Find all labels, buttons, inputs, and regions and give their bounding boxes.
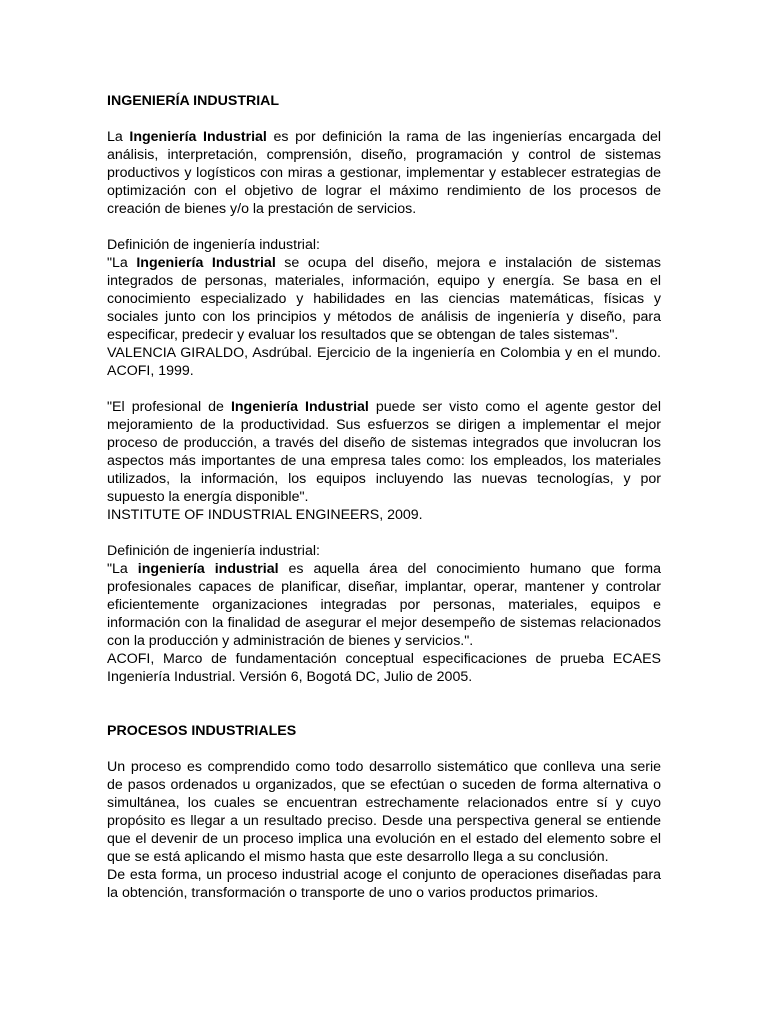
intro-post: es por definición la rama de las ingenierías encargada del análisis, interpretación, comprensión, diseño, programación y control de sistemas productivos y logísticos con miras a gestionar, implementar y establecer estrategias de optimización con el objetivo de lograr el máximo rendimiento de los procesos de creación de bienes y/o la prestación de servicios. [107, 129, 662, 217]
definition-3-label: Definición de ingeniería industrial: [107, 543, 320, 559]
definition-1-label: Definición de ingeniería industrial: [107, 237, 320, 253]
section-title-ingenieria: INGENIERÍA INDUSTRIAL [107, 93, 280, 109]
definition-2-bold-term: Ingeniería Industrial [230, 399, 369, 415]
definition-2 [107, 398, 661, 524]
definition-3 [107, 542, 661, 686]
definition-1-post: se ocupa del diseño, mejora e instalación de sistemas integrados de personas, materiales, información, equipo y energía. Se basa en el conocimiento especializado y habilidades en las ciencias matemáticas, físicas y sociales junto con los principios y métodos de análisis de ingeniería y diseño, para especificar, predecir y evaluar los resultados que se obtengan de tales sistemas". [107, 255, 661, 343]
definition-1 [107, 236, 661, 380]
definition-3-post: es aquella área del conocimiento humano que forma profesionales capaces de planificar, diseñar, implantar, operar, mantener y controlar eficientemente organizaciones integradas por personas, materiales, equipos e información con la finalidad de asegurar el mejor desempeño de sistemas relacionados con la producción y administración de bienes y servicios.". [107, 561, 661, 649]
definition-1-bold-term: Ingeniería Industrial [136, 255, 276, 271]
section-title-procesos: PROCESOS INDUSTRIALES [107, 723, 297, 739]
procesos-paragraph-1: Un proceso es comprendido como todo desarrollo sistemático que conlleva una serie de pasos ordenados u organizados, que se efectúan o suceden de forma alternativa o simultánea, los cuales se encuentran estrechamente relacionados entre sí y cuyo propósito es llegar a un resultado preciso. Desde una perspectiva general se entiende que el devenir de un proceso implica una evolución en el estado del elemento sobre el que se está aplicando el mismo hasta que este desarrollo llega a su conclusión. [107, 759, 661, 865]
definition-3-pre: "La [107, 561, 138, 577]
procesos-paragraph-2: De esta forma, un proceso industrial acoge el conjunto de operaciones diseñadas para la obtención, transformación o transporte de uno o varios productos primarios. [107, 867, 661, 901]
definition-3-bold-term: ingeniería industrial [137, 561, 279, 577]
intro-pre: La [107, 129, 130, 145]
definition-2-pre: "El profesional de [107, 399, 231, 415]
definition-2-post: puede ser visto como el agente gestor del mejoramiento de la productividad. Sus esfuerzos se dirigen a implementar el mejor proceso de producción, a través del diseño de sistemas integrados que involucran los aspectos más importantes de una empresa tales como: los empleados, los materiales utilizados, la información, los equipos incluyendo las nuevas tecnologías, y por supuesto la energía disponible". [107, 399, 661, 505]
intro-bold-term: Ingeniería Industrial [129, 129, 267, 145]
definition-1-pre: "La [107, 255, 137, 271]
section-spacer [107, 704, 661, 722]
intro-paragraph [107, 128, 661, 218]
definition-1-citation: VALENCIA GIRALDO, Asdrúbal. Ejercicio de la ingeniería en Colombia y en el mundo. ACOFI, 1999. [107, 345, 661, 379]
definition-2-citation: INSTITUTE OF INDUSTRIAL ENGINEERS, 2009. [107, 507, 423, 523]
definition-3-citation: ACOFI, Marco de fundamentación conceptual especificaciones de prueba ECAES Ingeniería Industrial. Versión 6, Bogotá DC, Julio de 2005. [107, 651, 661, 685]
